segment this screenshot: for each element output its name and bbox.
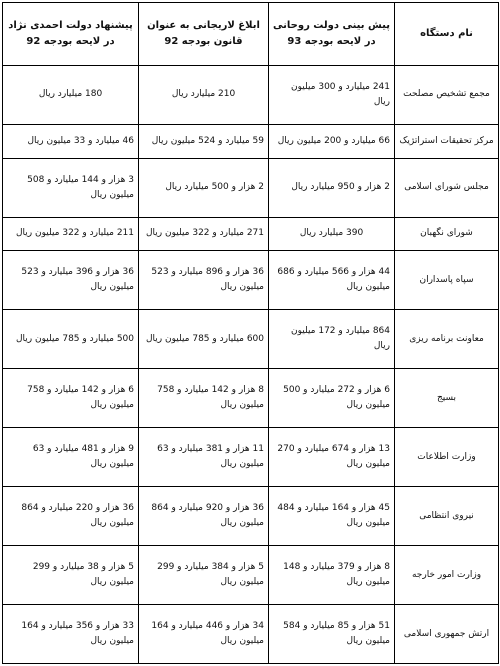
law-92-cell: 36 هزار و 920 میلیارد و 864 میلیون ریال <box>139 487 269 546</box>
org-cell: وزارت امور خارجه <box>395 546 499 605</box>
proposal-92-cell: 3 هزار و 144 میلیارد و 508 میلیون ریال <box>3 158 139 217</box>
proposal-92-cell: 180 میلیارد ریال <box>3 66 139 125</box>
table-row <box>3 217 499 251</box>
header-proposal-93: پیش بینی دولت روحانی در لایحه بودجه 93 <box>269 3 395 66</box>
proposal-93-cell: 13 هزار و 674 میلیارد و 270 میلیون ریال <box>269 428 395 487</box>
proposal-93-cell: 66 میلیارد و 200 میلیون ریال <box>269 124 395 158</box>
header-org: نام دستگاه <box>395 3 499 66</box>
table-row <box>3 124 499 158</box>
org-cell: شورای نگهبان <box>395 217 499 251</box>
law-92-cell: 8 هزار و 142 میلیارد و 758 میلیون ریال <box>139 369 269 428</box>
law-92-cell: 36 هزار و 896 میلیارد و 523 میلیون ریال <box>139 251 269 310</box>
table-row <box>3 605 499 664</box>
proposal-93-cell: 44 هزار و 566 میلیارد و 686 میلیون ریال <box>269 251 395 310</box>
proposal-92-cell: 33 هزار و 356 میلیارد و 164 میلیون ریال <box>3 605 139 664</box>
proposal-92-cell: 5 هزار و 38 میلیارد و 299 میلیون ریال <box>3 546 139 605</box>
proposal-92-cell: 211 میلیارد و 322 میلیون ریال <box>3 217 139 251</box>
law-92-cell: 59 میلیارد و 524 میلیون ریال <box>139 124 269 158</box>
proposal-92-cell: 500 میلیارد و 785 میلیون ریال <box>3 310 139 369</box>
proposal-93-cell: 390 میلیارد ریال <box>269 217 395 251</box>
org-cell: بسیج <box>395 369 499 428</box>
proposal-93-cell: 8 هزار و 379 میلیارد و 148 میلیون ریال <box>269 546 395 605</box>
org-cell: سپاه پاسداران <box>395 251 499 310</box>
header-law-92: ابلاغ لاریجانی به عنوان قانون بودجه 92 <box>139 3 269 66</box>
org-cell: وزارت اطلاعات <box>395 428 499 487</box>
law-92-cell: 271 میلیارد و 322 میلیون ریال <box>139 217 269 251</box>
proposal-93-cell: 6 هزار و 272 میلیارد و 500 میلیون ریال <box>269 369 395 428</box>
law-92-cell: 11 هزار و 381 میلیارد و 63 میلیون ریال <box>139 428 269 487</box>
law-92-cell: 210 میلیارد ریال <box>139 66 269 125</box>
table-row <box>3 487 499 546</box>
org-cell: ارتش جمهوری اسلامی <box>395 605 499 664</box>
proposal-93-cell: 2 هزار و 950 میلیارد ریال <box>269 158 395 217</box>
proposal-93-cell: 241 میلیارد و 300 میلیون ریال <box>269 66 395 125</box>
org-cell: معاونت برنامه ریزی <box>395 310 499 369</box>
law-92-cell: 2 هزار و 500 میلیارد ریال <box>139 158 269 217</box>
law-92-cell: 600 میلیارد و 785 میلیون ریال <box>139 310 269 369</box>
table-row <box>3 428 499 487</box>
proposal-93-cell: 864 میلیارد و 172 میلیون ریال <box>269 310 395 369</box>
proposal-92-cell: 36 هزار و 396 میلیارد و 523 میلیون ریال <box>3 251 139 310</box>
table-row <box>3 158 499 217</box>
table-row <box>3 546 499 605</box>
org-cell: مجمع تشخیص مصلحت <box>395 66 499 125</box>
table-row <box>3 251 499 310</box>
table-row <box>3 369 499 428</box>
table-row <box>3 310 499 369</box>
header-proposal-92: پیشنهاد دولت احمدی نژاد در لایحه بودجه 92 <box>3 3 139 66</box>
org-cell: مرکز تحقیقات استراتژیک <box>395 124 499 158</box>
org-cell: نیروی انتظامی <box>395 487 499 546</box>
org-cell: مجلس شورای اسلامی <box>395 158 499 217</box>
table-row <box>3 66 499 125</box>
proposal-93-cell: 51 هزار و 85 میلیارد و 584 میلیون ریال <box>269 605 395 664</box>
proposal-93-cell: 45 هزار و 164 میلیارد و 484 میلیون ریال <box>269 487 395 546</box>
law-92-cell: 34 هزار و 446 میلیارد و 164 میلیون ریال <box>139 605 269 664</box>
proposal-92-cell: 9 هزار و 481 میلیارد و 63 میلیون ریال <box>3 428 139 487</box>
law-92-cell: 5 هزار و 384 میلیارد و 299 میلیون ریال <box>139 546 269 605</box>
proposal-92-cell: 36 هزار و 220 میلیارد و 864 میلیون ریال <box>3 487 139 546</box>
table-body <box>3 66 499 664</box>
budget-comparison-table <box>2 2 499 664</box>
proposal-92-cell: 6 هزار و 142 میلیارد و 758 میلیون ریال <box>3 369 139 428</box>
proposal-92-cell: 46 میلیارد و 33 میلیون ریال <box>3 124 139 158</box>
table-header-row <box>3 3 499 66</box>
